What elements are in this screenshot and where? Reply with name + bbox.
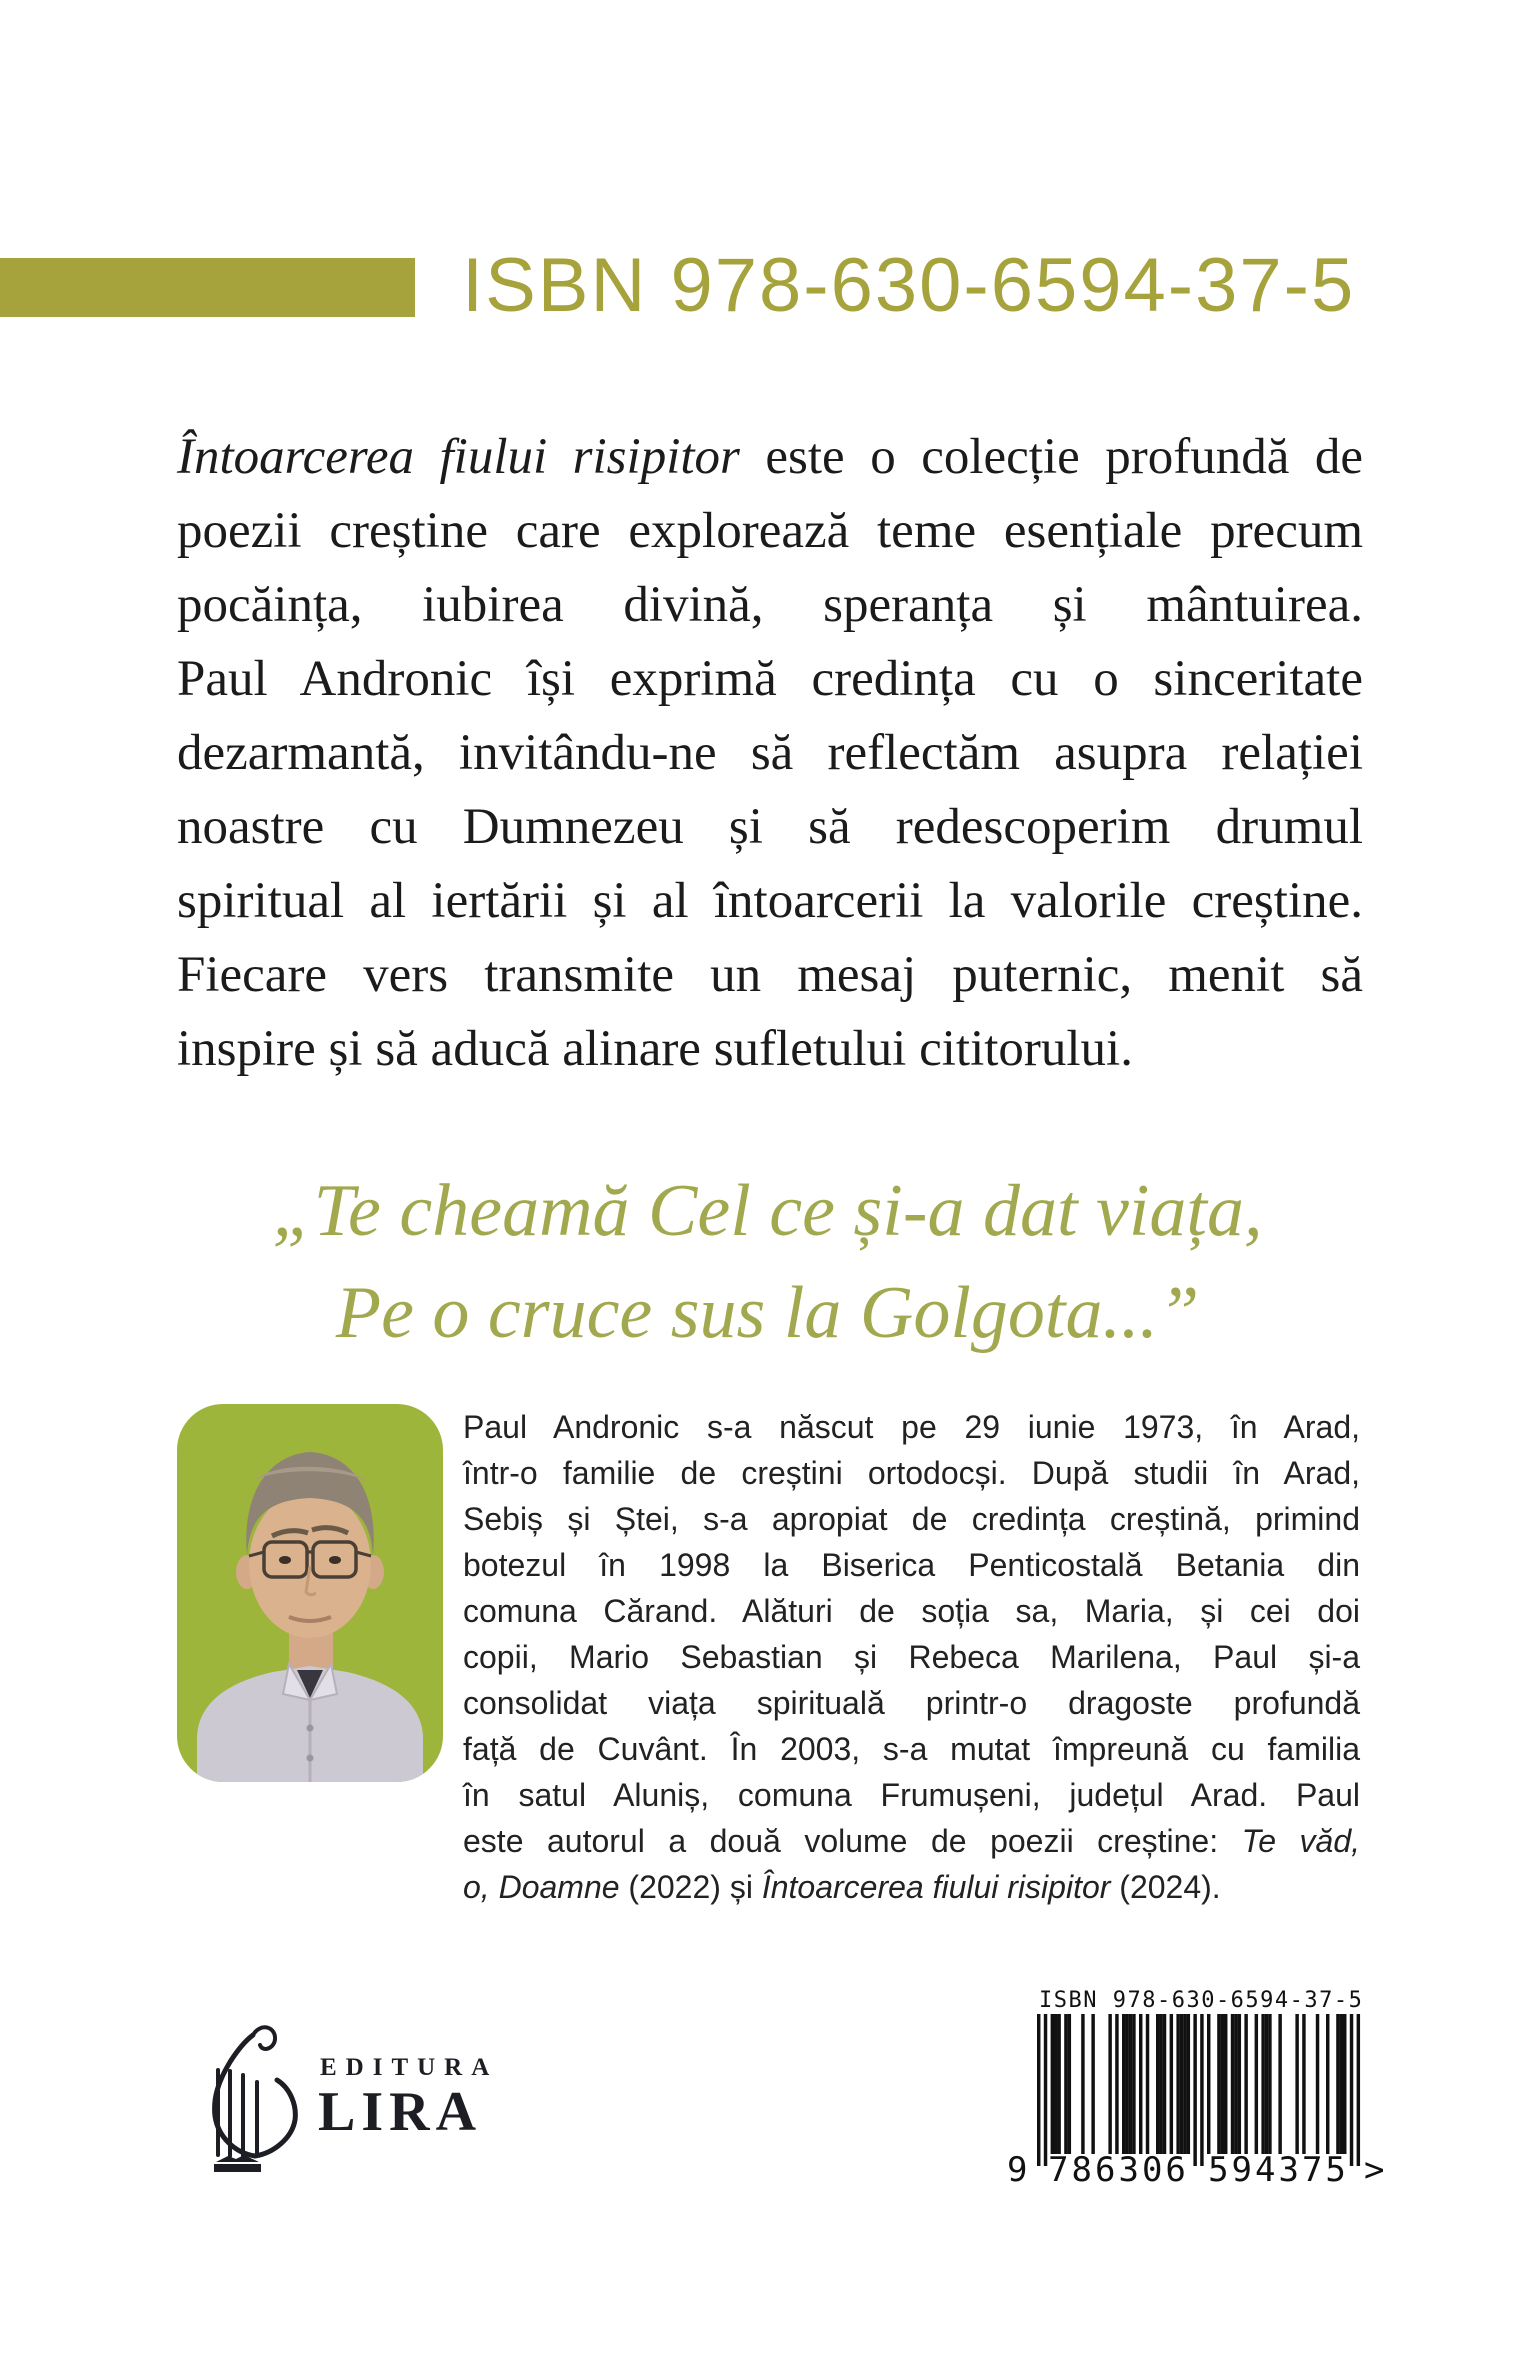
bio-line: într-o familie de creștini ortodocși. După studii în Arad,: [463, 1455, 1360, 1491]
bio-line: comuna Cărand. Alături de soția sa, Maria, și cei doi: [463, 1593, 1360, 1629]
author-portrait-icon: [177, 1404, 443, 1782]
description-line: Fiecare vers transmite un mesaj puternic, menit să: [177, 947, 1363, 1003]
description-line: inspire și să aducă alinare sufletului cititorului.: [177, 1021, 1133, 1077]
publisher-name-lira: LIRA: [318, 2081, 483, 2143]
bio-line: botezul în 1998 la Biserica Penticostală Betania din: [463, 1547, 1360, 1583]
description-line: pocăința, iubirea divină, speranța și mântuirea.: [177, 577, 1363, 633]
barcode-quiet-zone-indicator: >: [1364, 2150, 1385, 2190]
barcode-digit-lead: 9: [1007, 2150, 1028, 2190]
description-line: noastre cu Dumnezeu și să redescoperim drumul: [177, 799, 1363, 855]
author-bio: [463, 1404, 1360, 1910]
description-line: spiritual al iertării și al întoarcerii la valorile creștine.: [177, 873, 1363, 929]
description-line: [177, 420, 1363, 494]
book-description: [177, 420, 1363, 1086]
barcode-isbn-text: ISBN 978-630-6594-37-5: [1039, 1988, 1364, 2013]
barcode-digits-left: 786306: [1048, 2150, 1189, 2190]
isbn-header: ISBN 978-630-6594-37-5: [462, 243, 1356, 328]
description-text: este o colecție profundă de: [739, 429, 1363, 485]
bio-line: Sebiș și Ștei, s-a apropiat de credința creștină, primind: [463, 1501, 1360, 1537]
description-line: dezarmantă, invitându-ne să reflectăm asupra relației: [177, 725, 1363, 781]
barcode-digits-right: 594375: [1208, 2150, 1349, 2190]
bio-line: în satul Aluniș, comuna Frumușeni, județul Arad. Paul: [463, 1777, 1360, 1813]
bio-text: (2022) și: [619, 1869, 762, 1905]
book-title-te-vad: Te văd,: [1241, 1823, 1360, 1859]
bio-line: consolidat viața spirituală printr-o dragoste profundă: [463, 1685, 1360, 1721]
bio-line: [463, 1864, 1360, 1910]
description-line: Paul Andronic își exprimă credința cu o sinceritate: [177, 651, 1363, 707]
book-title-italic: Întoarcerea fiului risipitor: [177, 429, 740, 485]
book-title-te-vad: o, Doamne: [463, 1869, 620, 1905]
barcode-bars-area: [1007, 2014, 1385, 2194]
book-title-intoarcerea: Întoarcerea fiului risipitor: [761, 1869, 1111, 1905]
quote-line-2: Pe o cruce sus la Golgota...”: [335, 1272, 1200, 1354]
bio-text: (2024).: [1110, 1869, 1221, 1905]
bio-line: Paul Andronic s-a născut pe 29 iunie 1973, în Arad,: [463, 1409, 1360, 1445]
bio-line: copii, Mario Sebastian și Rebeca Marilena, Paul și-a: [463, 1639, 1360, 1675]
isbn-accent-bar: [0, 258, 415, 317]
bio-text: este autorul a două volume de poezii creștine:: [463, 1823, 1242, 1859]
author-section: [177, 1404, 1363, 1910]
bio-line: [463, 1818, 1360, 1864]
description-line: poezii creștine care explorează teme esențiale precum: [177, 503, 1363, 559]
bio-line: față de Cuvânt. În 2003, s-a mutat împreună cu familia: [463, 1731, 1360, 1767]
pull-quote: [0, 1160, 1535, 1364]
barcode-bars: [1037, 2014, 1367, 2170]
barcode: [1003, 1988, 1383, 2194]
lyre-icon: [160, 2010, 320, 2190]
quote-line-1: „Te cheamă Cel ce și-a dat viața,: [272, 1170, 1263, 1252]
publisher-name-editura: EDITURA: [320, 2054, 499, 2081]
author-photo: [177, 1404, 443, 1782]
